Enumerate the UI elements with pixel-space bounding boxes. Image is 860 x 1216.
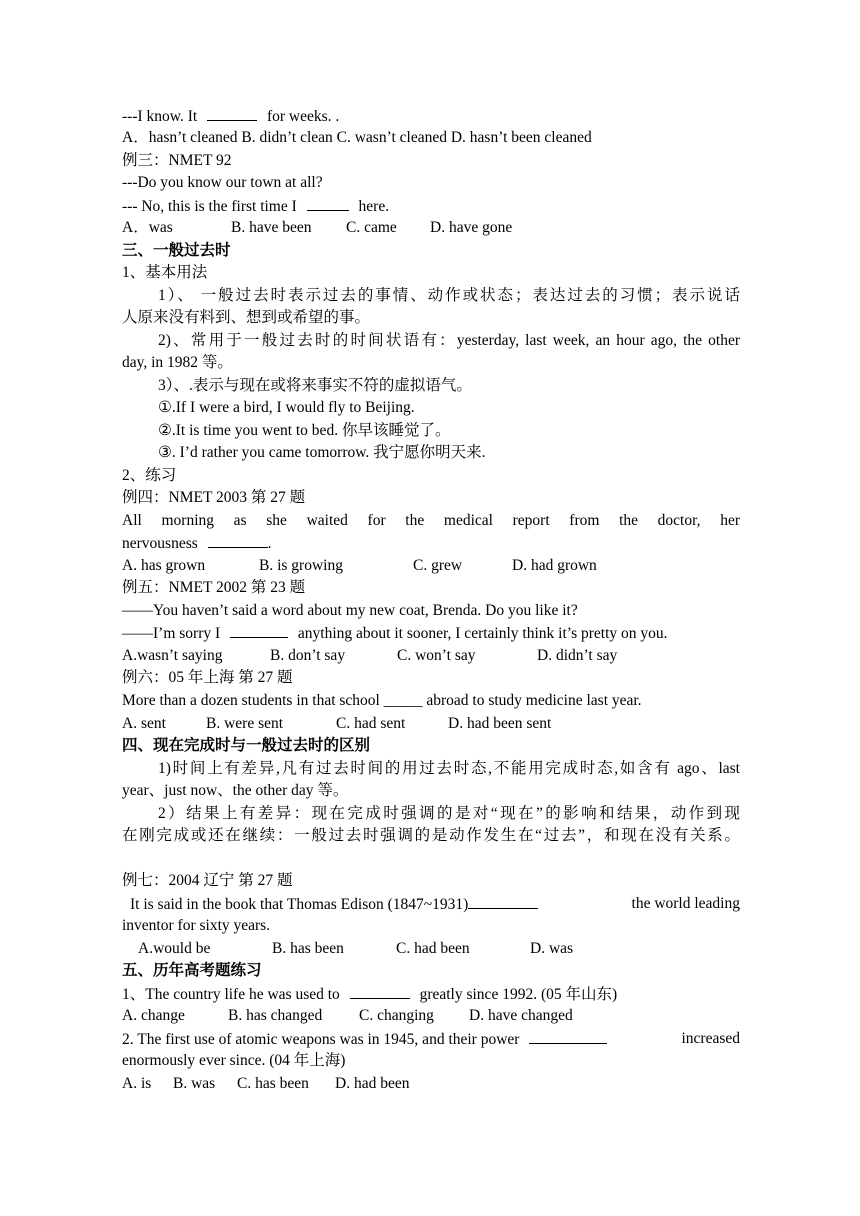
paragraph-line: 2)、常用于一般过去时的时间状语有：yesterday, last week, an hour ago, the other bbox=[158, 332, 740, 349]
paragraph-line: 3）、.表示与现在或将来事实不符的虚拟语气。 bbox=[158, 377, 472, 394]
dialog-line bbox=[122, 196, 740, 217]
option-c: C. had sent bbox=[336, 715, 406, 732]
answer-blank bbox=[208, 533, 268, 548]
options-line bbox=[122, 1074, 740, 1094]
option-a: A.wasn’t saying bbox=[122, 647, 223, 664]
example-heading: 例五：NMET 2002 第 23 题 bbox=[122, 579, 306, 596]
question-line bbox=[122, 984, 740, 1005]
options-line bbox=[138, 939, 756, 959]
text: for weeks. . bbox=[266, 108, 340, 125]
options-line bbox=[122, 1006, 740, 1026]
option-d: D. have changed bbox=[469, 1007, 573, 1024]
question-line: All morning as she waited for the medical report from the doctor, her bbox=[122, 512, 740, 529]
option-a: A. is bbox=[122, 1075, 152, 1092]
answer-blank bbox=[307, 196, 349, 211]
question-line: inventor for sixty years. bbox=[122, 917, 271, 934]
option-b: B. were sent bbox=[206, 715, 284, 732]
option-b: B. have been bbox=[231, 219, 312, 236]
answer-blank bbox=[350, 984, 410, 999]
option-a: A．was bbox=[122, 219, 173, 236]
option-d: D. didn’t say bbox=[537, 647, 618, 664]
option-c: C. has been bbox=[237, 1075, 309, 1092]
option-d: D. had been sent bbox=[448, 715, 552, 732]
answer-blank bbox=[468, 894, 538, 909]
option-c: C. changing bbox=[359, 1007, 434, 1024]
option-d: D. have gone bbox=[430, 219, 513, 236]
answer-blank bbox=[230, 623, 288, 638]
section-heading: 三、一般过去时 bbox=[122, 242, 231, 259]
text: the world leading bbox=[631, 895, 740, 912]
options-line bbox=[122, 646, 740, 666]
question-line: enormously ever since. (04 年上海) bbox=[122, 1052, 346, 1069]
paragraph-line: day, in 1982 等。 bbox=[122, 354, 233, 371]
paragraph-line: 在刚完成或还在继续：一般过去时强调的是动作发生在“过去”，和现在没有关系。 bbox=[122, 827, 740, 844]
question-line bbox=[130, 894, 740, 915]
paragraph-line: 1)时间上有差异,凡有过去时间的用过去时态,不能用完成时态,如含有 ago、last bbox=[158, 760, 740, 777]
example-sentence: ③. I’d rather you came tomorrow. 我宁愿你明天来. bbox=[158, 444, 486, 461]
option-c: C. grew bbox=[413, 557, 463, 574]
text: It is said in the book that Thomas Edison (1847~1931) bbox=[130, 896, 469, 913]
answer-blank bbox=[207, 106, 257, 121]
question-line bbox=[122, 533, 740, 554]
option-a: A.would be bbox=[138, 940, 211, 957]
option-a: A. sent bbox=[122, 715, 166, 732]
options-line bbox=[122, 218, 740, 238]
option-c: C. came bbox=[346, 219, 397, 236]
example-heading: 例七：2004 辽宁 第 27 题 bbox=[122, 872, 293, 889]
section-heading: 五、历年高考题练习 bbox=[122, 962, 262, 979]
text: greatly since 1992. (05 年山东) bbox=[419, 986, 618, 1003]
example-heading: 例六：05 年上海 第 27 题 bbox=[122, 669, 293, 686]
example-heading: 例四：NMET 2003 第 27 题 bbox=[122, 489, 306, 506]
text: nervousness bbox=[122, 535, 198, 552]
text: here. bbox=[358, 198, 390, 215]
text: anything about it sooner, I certainly think it’s pretty on you. bbox=[297, 625, 668, 642]
paragraph-line: 1）、 一般过去时表示过去的事情、动作或状态；表达过去的习惯；表示说话 bbox=[158, 287, 740, 304]
section-heading: 四、现在完成时与一般过去时的区别 bbox=[122, 737, 371, 754]
dialog-line: ---Do you know our town at all? bbox=[122, 174, 323, 191]
text: ---I know. It bbox=[122, 108, 198, 125]
paragraph-line: 人原来没有料到、想到或希望的事。 bbox=[122, 309, 371, 326]
paragraph-line: 2）结果上有差异：现在完成时强调的是对“现在”的影响和结果，动作到现 bbox=[158, 805, 740, 822]
option-d: D. had grown bbox=[512, 557, 597, 574]
text: 2. The first use of atomic weapons was in 1945, and their power bbox=[122, 1031, 520, 1048]
example-sentence: ①.If I were a bird, I would fly to Beijing. bbox=[158, 399, 415, 416]
option-b: B. has changed bbox=[228, 1007, 323, 1024]
text: increased bbox=[681, 1030, 740, 1047]
text: --- No, this is the first time I bbox=[122, 198, 297, 215]
options-line: A．hasn’t cleaned B. didn’t clean C. wasn’t cleaned D. hasn’t been cleaned bbox=[122, 129, 592, 146]
dialog-line bbox=[122, 623, 740, 644]
example-heading: 例三：NMET 92 bbox=[122, 152, 232, 169]
option-b: B. is growing bbox=[259, 557, 343, 574]
question-line bbox=[122, 1029, 740, 1050]
option-d: D. had been bbox=[335, 1075, 410, 1092]
dialog-line: ——You haven’t said a word about my new coat, Brenda. Do you like it? bbox=[122, 602, 578, 619]
option-b: B. was bbox=[173, 1075, 216, 1092]
option-b: B. don’t say bbox=[270, 647, 346, 664]
text: . bbox=[267, 535, 272, 552]
answer-blank bbox=[529, 1029, 607, 1044]
options-line bbox=[122, 714, 740, 734]
dialog-line bbox=[122, 106, 740, 127]
subsection-heading: 1、基本用法 bbox=[122, 264, 208, 281]
question-line: More than a dozen students in that school _____ abroad to study medicine last year. bbox=[122, 692, 642, 709]
option-d: D. was bbox=[530, 940, 574, 957]
option-a: A. has grown bbox=[122, 557, 206, 574]
option-b: B. has been bbox=[272, 940, 344, 957]
text: 1、The country life he was used to bbox=[122, 986, 340, 1003]
example-sentence: ②.It is time you went to bed. 你早该睡觉了。 bbox=[158, 422, 451, 439]
paragraph-line: year、just now、the other day 等。 bbox=[122, 782, 349, 799]
options-line bbox=[122, 556, 740, 576]
subsection-heading: 2、练习 bbox=[122, 467, 177, 484]
text: ——I’m sorry I bbox=[122, 625, 221, 642]
option-c: C. won’t say bbox=[397, 647, 476, 664]
option-a: A. change bbox=[122, 1007, 185, 1024]
option-c: C. had been bbox=[396, 940, 470, 957]
